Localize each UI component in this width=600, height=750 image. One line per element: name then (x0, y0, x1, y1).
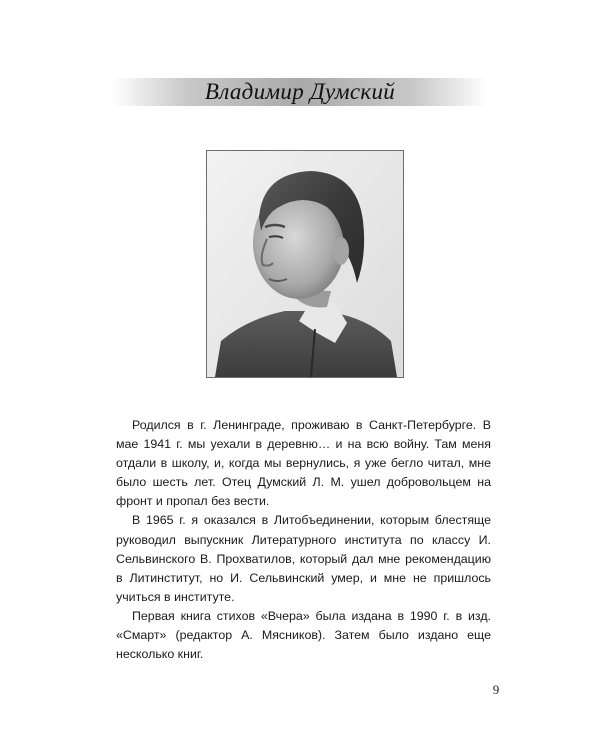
bio-paragraph-2: В 1965 г. я оказался в Литобъединении, которым блестяще руководил выпускник Литературного института по классу И. Сельвинского В. Прохватилов, который дал мне рекомендацию в Литинститут, но И. Сельвинский умер, и мне не пришлось учиться в институте. (116, 513, 491, 604)
page-title: Владимир Думский (204, 79, 396, 104)
bio-paragraph-3: Первая книга стихов «Вчера» была издана в 1990 г. в изд. «Смарт» (редактор А. Мясников). Затем было издано еще несколько книг. (116, 608, 491, 662)
ear-shape (333, 237, 349, 265)
portrait-illustration (207, 151, 403, 377)
author-portrait (206, 150, 404, 378)
page-number: 9 (492, 682, 500, 697)
biography-text (116, 416, 491, 664)
bio-paragraph-1: Родился в г. Ленинграде, проживаю в Санкт-Петербурге. В мае 1941 г. мы уехали в деревню… и на всю войну. Там меня отдали в школу, и, когда мы вернулись, я уже бегло читал, мне было шесть лет. Отец Думский Л. М. ушел добровольцем на фронт и пропал без вести. (116, 418, 491, 509)
